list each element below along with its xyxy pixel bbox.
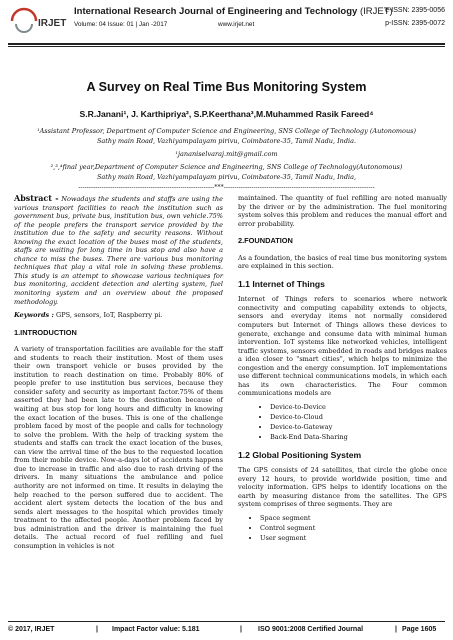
foundation-paragraph: As a foundation, the basics of real time bus monitoring system are explained in this section. xyxy=(238,253,447,271)
affiliation-2: ²,³,⁴final year,Department of Computer Science and Engineering, SNS College of Technology(Autonomous) Sathy main Road, Vazhiyampalayam pirivu, Coimbatore-35, Tamil Nadu, India, xyxy=(50,163,403,181)
abstract: Abstract - Nowadays the students and staffs are using the various transport facilities to reach the institution such as government bus, private bus, institution bus, own vehicle.75% of the people prefers the transport service provided by the institution due to the safety and security reasons. Without knowing the exact location of the buses most of the students, staffs are waiting for long time in bus stop and also have a chance to miss the buses. There are various bus monitoring techniques that play a vital role in solving these problems. This study is an attempt to showcase various techniques for bus monitoring, accident detection and alerting system, fuel monitoring system and an overview about the proposed methodology. xyxy=(14,193,223,306)
list-item: • Device-to-Device xyxy=(270,403,447,412)
journal-website: www.irjet.net xyxy=(218,21,255,28)
journal-header xyxy=(8,6,445,42)
intro-continuation: maintained. The quantity of fuel refilling are noted manually by the driver or by the administration. The fuel monitoring system solves this problem and reduces the manual effort and error probability. xyxy=(238,194,447,228)
list-item: • Back-End Data-Sharing xyxy=(270,433,447,442)
gps-segments-list xyxy=(238,514,447,543)
eissn: e-ISSN: 2395-0056 xyxy=(385,7,445,14)
keywords: Keywords : GPS, sensors, IoT, Raspberry pi. xyxy=(14,311,163,320)
affiliation-1: ¹Assistant Professor, Department of Computer Science and Engineering, SNS College of Technology (Autonomous) Sathy main Road, Vazhiyampalayam pirivu, Coimbatore-35, Tamil Nadu, India. xyxy=(36,127,417,145)
list-item: • Device-to-Cloud xyxy=(270,413,447,422)
volume-info: Volume: 04 Issue: 01 | Jan -2017 xyxy=(74,21,168,28)
irjet-logo xyxy=(8,6,68,36)
footer-iso: ISO 9001:2008 Certified Journal xyxy=(258,626,364,633)
intro-heading: 1.INTRODUCTION xyxy=(14,327,77,337)
header-divider xyxy=(8,43,445,45)
gps-paragraph: The GPS consists of 24 satellites, that circle the globe once every 12 hours, to provide worldwide position, time and velocity information. GPS helps to identify locations on the earth by measuring distance from the satellites. The GPS system comprises of three segments. They are xyxy=(238,466,447,509)
foundation-heading: 2.FOUNDATION xyxy=(238,236,293,246)
author-email: ¹jananiselvaraj.mit@gmail.com xyxy=(175,150,278,158)
iot-heading: 1.1 Internet of Things xyxy=(238,278,325,289)
section-separator: ----------------------------------------------------------------***----------------------------------------------------------------------- xyxy=(78,184,375,191)
paper-authors: S.R.Janani¹, J. Karthipriya², S.P.Keerthana³,M.Muhammed Rasik Fareed⁴ xyxy=(79,109,374,119)
iot-paragraph: Internet of Things refers to scenarios where network connectivity and computing capability extends to objects, sensors and everyday items not normally considered computers but Internet of Things allows these devices to generate, exchange and consume data with minimal human intervention. IoT systems like networked vehicles, intelligent traffic systems, sensors embedded in roads and bridges makes a idea closer to "smart cities", which helps to minimize the congestion and the energy consumption. IoT implementations use different technical communications models, in which each has its own characteristics. The Four common communications models are xyxy=(238,295,447,398)
footer-page-number: Page 1605 xyxy=(402,626,437,633)
list-item: • Space segment xyxy=(260,514,447,523)
right-column xyxy=(238,194,447,544)
list-item: • Control segment xyxy=(260,524,447,533)
svg-text:IRJET: IRJET xyxy=(38,18,67,29)
footer-divider xyxy=(8,621,445,622)
footer-copyright: © 2017, IRJET xyxy=(8,626,55,633)
list-item: • Device-to-Gateway xyxy=(270,423,447,432)
iot-models-list xyxy=(238,403,447,442)
gps-heading: 1.2 Global Positioning System xyxy=(238,449,362,460)
pissn: p-ISSN: 2395-0072 xyxy=(385,20,445,27)
journal-title: International Research Journal of Engineering and Technology (IRJET) xyxy=(74,6,393,17)
footer-impact-factor: Impact Factor value: 5.181 xyxy=(112,626,200,633)
list-item: • User segment xyxy=(260,534,447,543)
paper-title: A Survey on Real Time Bus Monitoring System xyxy=(86,80,367,94)
left-column xyxy=(14,194,223,550)
header-divider-thin xyxy=(8,46,445,47)
intro-paragraph: A variety of transportation facilities are available for the staff and students to reach their institution. Most of them uses their own transport vehicle or buses provided by the institution to reach destination on time. Probably 80% of people prefer to use institution bus services, because they consider safety and security as important factor.75% of them asserted they had been late to the destination because of waiting at bus stop for long hours and difficulty in knowing the exact location of the buses. This is one of the challenge problem faced by most of the people and calls for technology to solve the problem. With the help of tracking system the students and staffs can track the exact location of the buses, can view the arrival time of the bus to the requested location from their mobile device. Now-a-days lot of accidents happens due to increase in traffic and also due to rash driving of the drivers. In many situations the ambulance and police authority are not informed on time. It results in delaying the help reached to the person suffered due to accident. The accident alert system detects the location of the bus and sends alert messages to the hospital which provides timely treatment to the affected people. Another problem faced by bus administration and the driver is maintaining the fuel details. The actual record of fuel refilling and fuel consumption in vehicles is not xyxy=(14,345,223,550)
